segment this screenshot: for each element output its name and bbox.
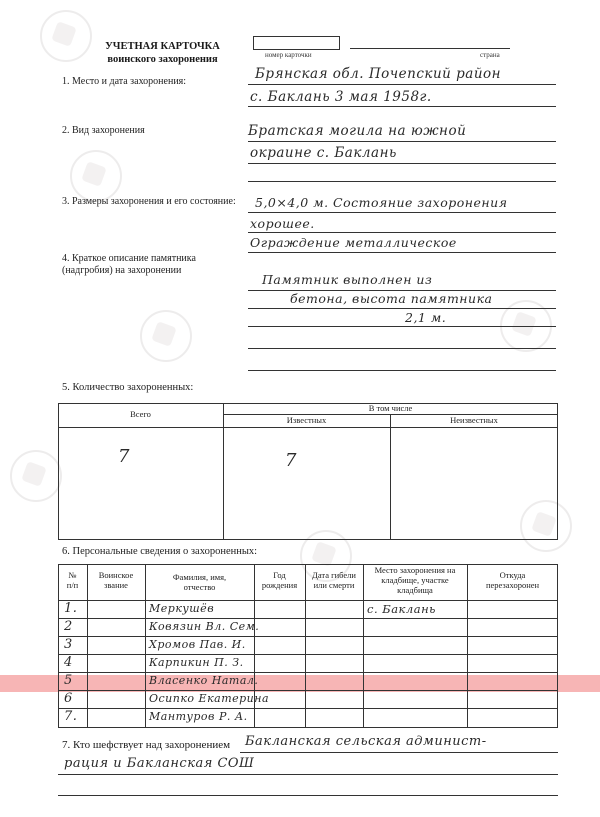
count-col-unknown: Неизвестных xyxy=(450,415,498,425)
row-name: Карпикин П. З. xyxy=(149,656,244,669)
count-known-value: 7 xyxy=(285,450,297,471)
field-line xyxy=(248,348,556,349)
count-table-divider xyxy=(223,414,558,415)
personal-col-num-line1: № xyxy=(68,570,77,580)
count-section-title: 5. Количество захороненных: xyxy=(62,382,194,393)
field-line xyxy=(248,212,556,213)
field-line xyxy=(58,795,558,796)
personal-col-death-line2: или смерти xyxy=(313,579,355,590)
personal-col-birth-line2: рождения xyxy=(261,579,298,590)
row-place: с. Баклань xyxy=(367,602,436,616)
patron-value: Бакланская сельская админист- xyxy=(245,734,487,749)
personal-col-name xyxy=(145,573,254,593)
patron-label: 7. Кто шефствует над захоронением xyxy=(62,739,231,751)
personal-col-death xyxy=(305,571,363,591)
place-date-label: 1. Место и дата захоронения: xyxy=(62,76,187,87)
patron-value: рация и Бакланская СОШ xyxy=(64,756,255,771)
personal-col-birth-line1: Год xyxy=(273,570,286,580)
field-line xyxy=(240,752,558,753)
field-line xyxy=(248,308,556,309)
count-col-total: Всего xyxy=(130,409,151,419)
personal-col-place-line3: кладбища xyxy=(397,584,433,595)
watermark-stamp xyxy=(10,450,62,502)
personal-table-divider xyxy=(58,636,558,637)
count-table-divider xyxy=(390,414,391,540)
burial-type-value: Братская могила на южной xyxy=(248,123,467,139)
watermark-stamp xyxy=(70,150,122,202)
row-name: Хромов Пав. И. xyxy=(149,638,246,651)
burial-size-value: хорошее. xyxy=(250,216,315,231)
row-num: 7. xyxy=(64,709,78,724)
monument-label-line1: 4. Краткое описание памятника xyxy=(62,253,196,264)
personal-col-place-line1: Место захоронения на xyxy=(374,565,456,575)
personal-table-divider xyxy=(58,672,558,673)
card-title-line2: воинского захоронения xyxy=(107,54,218,65)
burial-size-value: 5,0×4,0 м. Состояние захоронения xyxy=(255,195,508,210)
burial-size-value: Ограждение металлическое xyxy=(250,235,457,250)
row-name: Ковязин Вл. Сем. xyxy=(149,620,260,633)
count-col-including: В том числе xyxy=(368,403,413,413)
row-num: 6 xyxy=(64,691,73,706)
field-line xyxy=(58,774,558,775)
monument-value: 2,1 м. xyxy=(405,310,447,325)
field-line xyxy=(248,84,556,85)
monument-value: Памятник выполнен из xyxy=(262,272,433,287)
row-name: Меркушёв xyxy=(149,602,215,615)
count-total-value: 7 xyxy=(118,446,130,467)
personal-table-divider xyxy=(58,600,558,601)
count-col-known: Известных xyxy=(286,415,327,425)
count-table-divider xyxy=(58,427,558,428)
personal-col-place xyxy=(363,566,467,595)
personal-col-rank-line1: Воинское xyxy=(98,570,134,580)
card-title xyxy=(80,40,245,66)
field-line xyxy=(248,232,556,233)
burial-type-label: 2. Вид захоронения xyxy=(62,125,145,136)
burial-size-label: 3. Размеры захоронения и его состояние: xyxy=(62,196,236,207)
personal-table-divider xyxy=(58,708,558,709)
row-name: Мантуров Р. А. xyxy=(149,710,248,723)
personal-col-birth xyxy=(254,571,305,591)
monument-label xyxy=(62,253,196,277)
personal-col-death-line1: Дата гибели xyxy=(312,570,356,580)
monument-value: бетона, высота памятника xyxy=(290,291,493,306)
field-line xyxy=(248,163,556,164)
row-num: 4 xyxy=(64,655,73,670)
place-date-value: с. Баклань 3 мая 1958г. xyxy=(250,89,432,105)
personal-col-num-line2: п/п xyxy=(66,579,79,590)
card-title-line1: УЧЕТНАЯ КАРТОЧКА xyxy=(105,41,220,52)
personal-table-divider xyxy=(58,690,558,691)
field-line xyxy=(248,141,556,142)
personal-col-place-line2: кладбище, участке xyxy=(381,574,449,585)
personal-col-from xyxy=(467,571,558,591)
country-line xyxy=(350,48,510,49)
row-name: Власенко Натал. xyxy=(149,674,259,687)
personal-col-rank xyxy=(87,571,145,591)
place-date-value: Брянская обл. Почепский район xyxy=(255,66,502,82)
row-num: 5 xyxy=(64,673,73,688)
personal-col-from-line2: перезахоронен xyxy=(485,579,540,590)
personal-col-rank-line2: звание xyxy=(104,579,128,590)
personal-table-divider xyxy=(58,654,558,655)
row-name: Осипко Екатерина xyxy=(149,692,270,705)
field-line xyxy=(248,370,556,371)
field-line xyxy=(248,181,556,182)
monument-label-line2: (надгробия) на захоронении xyxy=(62,265,182,276)
watermark-stamp xyxy=(140,310,192,362)
card-number-label: номер карточки xyxy=(265,51,312,59)
row-num: 1. xyxy=(64,601,78,616)
field-line xyxy=(248,106,556,107)
personal-col-name-line2: отчество xyxy=(183,581,216,592)
field-line xyxy=(248,252,556,253)
country-label: страна xyxy=(480,51,500,59)
personal-col-from-line1: Откуда xyxy=(499,570,526,580)
card-number-box xyxy=(253,36,340,50)
personal-col-num xyxy=(58,571,87,591)
personal-table-divider xyxy=(58,618,558,619)
personal-section-title: 6. Персональные сведения о захороненных: xyxy=(62,546,258,557)
burial-type-value: окраине с. Баклань xyxy=(250,145,397,161)
personal-col-name-line1: Фамилия, имя, xyxy=(172,572,227,582)
row-num: 3 xyxy=(64,637,73,652)
field-line xyxy=(248,326,556,327)
row-num: 2 xyxy=(64,619,73,634)
